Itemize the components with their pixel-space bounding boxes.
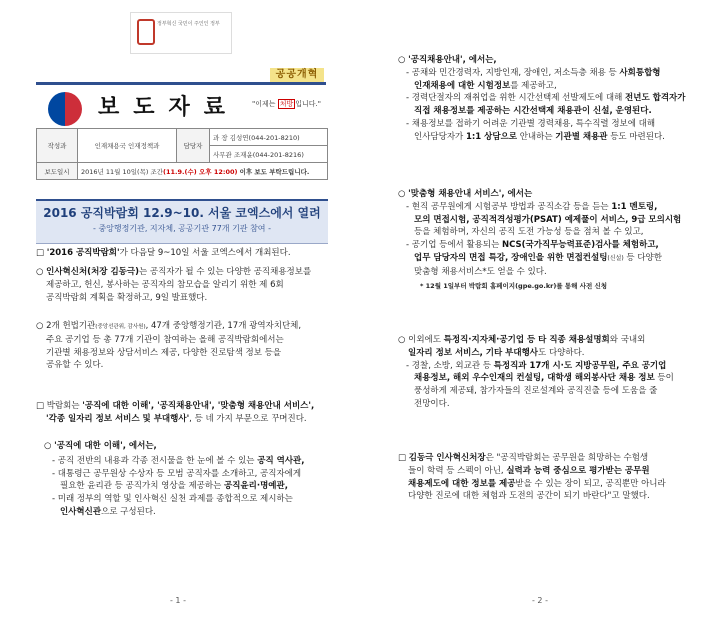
r3a-line-4: 전망이다.	[414, 398, 450, 409]
q-bold: 김동극 인사혁신처장	[408, 453, 486, 463]
r1c-bold: 1:1 상담으로	[465, 131, 518, 142]
q-line-4: 다양한 진로에 대한 체험과 도전의 공간이 되기 바란다"고 말했다.	[408, 491, 650, 502]
para-4-bold-2: '각종 일자리 정보 서비스 및 부대행사'	[46, 413, 190, 424]
date-post: 이후 보도 부탁드립니다.	[239, 167, 310, 176]
r1a-bold: 사회통합형	[619, 67, 661, 78]
slogan-post: 입니다."	[295, 100, 321, 108]
item-history-bold: 공직 역사관,	[257, 455, 305, 466]
r3a-text: - 경찰, 소방, 외교관 등	[406, 360, 494, 371]
bullet-square: □	[398, 453, 407, 463]
r1a-bold-2: 인재채용에 대한 시험정보	[414, 80, 511, 91]
r1c-pre: 인사담당자가	[414, 131, 466, 142]
item-innovation-line-1: - 미래 정부의 역할 및 인사혁신 실천 과제를 종합적으로 제시하는	[52, 494, 293, 505]
bullet-circle: ○	[44, 441, 52, 451]
page-number: - 2 -	[532, 596, 548, 605]
taegeuk-emblem-icon	[48, 92, 82, 126]
para-2-line-3: 공직박람회 계획을 확정하고, 9일 발표했다.	[46, 292, 208, 303]
r1b-bold-2: 직접 채용정보를 제공하는 시간선택제 채용관이 신설, 운영된다.	[414, 106, 652, 117]
manager-label: 담당자	[177, 129, 210, 163]
section-recruitment-title: '공직채용안내', 에서는,	[408, 55, 497, 65]
para-1	[36, 247, 336, 260]
director-contact: 과 장 김성연(044-201-8210)	[210, 129, 328, 146]
para-1-bold: '2016 공직박람회'	[46, 248, 120, 258]
section-recruitment	[398, 54, 698, 144]
r2a-line-3: 등을 체험하며, 자신의 공직 도전 가능성 등을 점쳐 볼 수 있고,	[414, 227, 644, 238]
para-1-text: 가 다음달 9~10일 서울 코엑스에서 개최된다.	[119, 248, 291, 258]
para-3-small: (중앙선관위, 감사원)	[95, 324, 146, 330]
officer-contact: 사무관 조재윤(044-201-8216)	[210, 146, 328, 163]
r3a-line-3: 풍성하게 제공돼, 참가자들의 진로설계와 공직진출 등에 도움을 줄	[414, 386, 658, 397]
logo-mark-icon	[137, 19, 155, 45]
r1c-mid: 안내하는	[517, 131, 556, 142]
date-label: 보도일시	[37, 163, 78, 180]
q-pre-2: 들이 학력 등 스펙이 아닌,	[408, 465, 507, 476]
para-3-line-2: 주요 공기업 등 총 77개 기관이 참여하는 올해 공직박람회에서는	[46, 334, 284, 345]
r2b-line-3: 맞춤형 채용서비스*도 얻을 수 있다.	[414, 266, 547, 277]
section-custom-service	[398, 188, 698, 291]
slogan	[252, 99, 321, 109]
item-innovation-text: 으로 구성된다.	[101, 506, 156, 517]
r3a-bold: 특정직과 17개 시·도 지방공무원, 주요 공기업	[493, 360, 667, 371]
author-label: 작성과	[37, 129, 78, 163]
r3a-post: 등이	[654, 373, 674, 384]
r2a-bold: 1:1 멘토링,	[611, 201, 658, 212]
r1a-text: - 공채와 민간경력자, 지방인재, 장애인, 저소득층 채용 등	[406, 67, 620, 78]
r3-post: 와 국내외	[609, 335, 646, 345]
item-ethics-line-1: - 대통령근 공무원상 수상자 등 모범 공직자를 소개하고, 공직자에게	[52, 468, 302, 479]
slogan-mid: 처방	[279, 100, 294, 108]
para-3-line-3: 기관별 채용정보와 상담서비스 제공, 다양한 진로탐색 정보 등을	[46, 347, 282, 358]
item-ethics-text: 필요한 윤리관 등 공직가치 영상을 제공하는	[60, 481, 225, 492]
para-2-line-1: 는 공직자가 될 수 있는 다양한 공직채용정보를	[138, 267, 312, 277]
r1c-post: 등도 마련된다.	[607, 131, 665, 142]
r2a-bold-2: 모의 면접시험, 공직적격성평가(PSAT) 예제풀이 서비스, 9급 모의시험	[414, 214, 682, 225]
item-history-text: - 공직 전반의 내용과 각종 전시물을 한 눈에 볼 수 있는	[52, 455, 258, 466]
para-4-pre: 박람회는	[46, 401, 83, 411]
para-4-line-2: , 등 네 가지 부문으로 꾸며진다.	[189, 413, 307, 424]
government-innovation-logo	[130, 12, 232, 54]
item-ethics-bold: 공직윤리·명예관,	[224, 481, 288, 492]
r2b-bold: NCS(국가직무능력표준)검사를 체험하고,	[502, 240, 659, 251]
para-4-bold-1: '공직에 대한 이해', '공직채용안내', '맞춤형 채용안내 서비스',	[82, 401, 315, 411]
release-meta-table	[36, 128, 328, 180]
section-other	[398, 334, 698, 411]
section-custom-title: '맞춤형 채용안내 서비스', 에서는	[408, 189, 533, 199]
q-post: 은 "공직박람회는 공무원을 희망하는 수험생	[485, 453, 649, 463]
headline-box	[36, 199, 328, 244]
release-date	[78, 163, 328, 180]
header-rule	[36, 82, 326, 85]
q-bold-2: 실력과 능력 중심으로 평가받는 공무원	[506, 465, 650, 476]
bullet-circle: ○	[36, 321, 44, 331]
para-2-line-2: 제공하고, 헌신, 봉사하는 공직자의 참모습을 알리기 위한 제 6회	[46, 279, 284, 290]
bullet-circle: ○	[36, 267, 44, 277]
r2a-text: - 현직 공무원에게 시험공부 방법과 공직소감 등을 듣는	[406, 201, 612, 212]
date-pre: 2016년 11월 10일(목) 조간	[81, 167, 164, 176]
r1b-text: - 경력단절자의 재취업을 위한 시간선택제 선발제도에 대해	[406, 93, 626, 104]
bullet-square: □	[36, 401, 45, 411]
para-2	[36, 266, 336, 304]
headline: 2016 공직박람회 12.9~10. 서울 코엑스에서 열려	[43, 206, 321, 220]
press-release-heading: 보도자료	[98, 94, 240, 120]
para-3	[36, 320, 336, 372]
bullet-square: □	[36, 248, 45, 258]
q-bold-3: 채용제도에 대한 정보를 제공	[408, 478, 516, 489]
para-3-pre: 2개 헌법기관	[46, 321, 96, 331]
r1b-bold: 전년도 합격자가	[625, 93, 686, 104]
footnote: * 12월 1일부터 박람회 홈페이지(gpe.go.kr)를 통해 사전 신청	[420, 281, 608, 290]
bullet-circle: ○	[398, 189, 406, 199]
r2b-post: 등 다양한	[623, 252, 662, 263]
r2b-text: - 공기업 등에서 활용되는	[406, 240, 502, 251]
r2b-small: (신설)	[607, 254, 624, 262]
para-3-line-4: 공유할 수 있다.	[46, 360, 104, 371]
page-number: - 1 -	[170, 596, 186, 605]
department: 인재채용국 인재정책과	[78, 129, 177, 163]
r1a-text-2: 를 제공하고,	[510, 80, 557, 91]
bullet-circle: ○	[398, 335, 406, 345]
subheadline: - 중앙행정기관, 지자체, 공공기관 77개 기관 참여 -	[93, 224, 271, 233]
r2b-bold-2: 업무 담당자의 면접 특강, 장애인을 위한 면접컨설팅	[414, 252, 608, 263]
para-3-line-1: , 47개 중앙행정기관, 17개 광역자치단체,	[145, 321, 302, 331]
logo-text: 정부혁신 국민이 주인인 정부	[157, 21, 220, 27]
r3-bold-2: 일자리 정보 서비스, 기타 부대행사	[408, 347, 539, 358]
r1c-line-1: - 채용정보를 접하기 어려운 기관별 경력채용, 특수직렬 정보에 대해	[406, 118, 656, 129]
item-innovation-bold: 인사혁신관	[60, 506, 102, 517]
page-2	[362, 0, 720, 634]
r1c-bold-2: 기관별 채용관	[555, 131, 608, 142]
q-post-3: 받을 수 있는 장이 되고, 공직뿐만 아니라	[515, 478, 666, 489]
section-understanding-title: '공직에 대한 이해', 에서는,	[54, 441, 157, 451]
r3-pre: 이외에도	[408, 335, 444, 345]
r3-post-2: 도 다양하다.	[538, 347, 585, 358]
quote-paragraph	[398, 452, 698, 503]
r3-bold: 특정직·지자체·공기업 등 타 직종 채용설명회	[443, 335, 610, 345]
para-2-bold: 인사혁신처(처장 김동극)	[46, 267, 139, 277]
date-embargo: (11.9.(수) 오후 12:00)	[163, 167, 238, 176]
category-tag: 공공개혁	[270, 68, 324, 84]
slogan-pre: "이제는	[252, 100, 278, 108]
section-understanding	[44, 440, 336, 519]
bullet-circle: ○	[398, 55, 406, 65]
r3a-bold-2: 채용정보, 해외 우수인재의 컨설팅, 대학생 해외봉사단 채용 정보	[414, 373, 655, 384]
para-4	[36, 400, 336, 426]
